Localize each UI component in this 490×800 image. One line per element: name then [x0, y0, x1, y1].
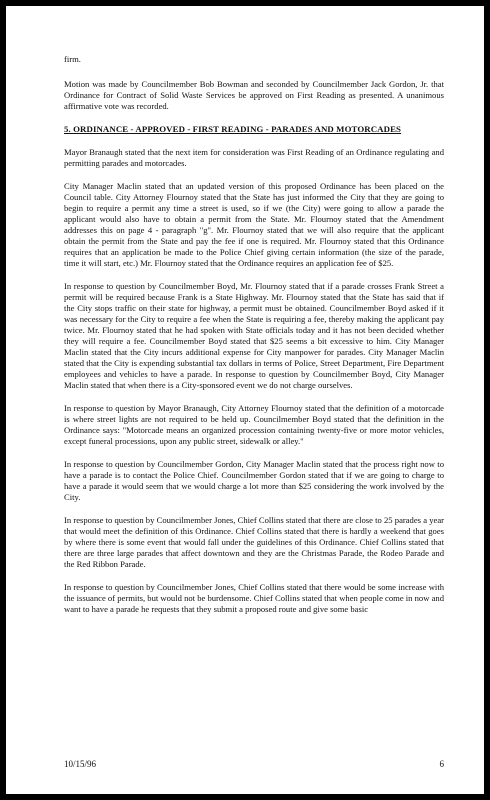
document-page: [6, 6, 484, 794]
body-paragraph-3: In response to question by Councilmember Boyd, Mr. Flournoy stated that if a parade crosses Frank Street a permit will be required because Frank is a State Highway. Mr. Flournoy stated that the State has said that if the City stops traffic on their state for highway, a permit must be obtained. Councilmember Boyd asked if it was necessary for the City to require a fee when the State is requiring a fee, thereby making the applicant pay twice. Mr. Flournoy stated that he had spoken with State officials today and it has not been decided whether they will require a fee. Councilmember Boyd stated that $25 seems a bit excessive to him. City Manager Maclin stated that the City incurs additional expense for City manpower for parades. City Manager Maclin stated that the City is expending substantial tax dollars in terms of Police, Street Department, Fire Department employees and vehicles to have a parade. In response to question by Councilmember Boyd, City Manager Maclin stated that when there is a City-sponsored event we do not charge ourselves.: [64, 281, 444, 390]
body-paragraph-1: Mayor Branaugh stated that the next item for consideration was First Reading of an Ordinance regulating and permitting parades and motorcades.: [64, 147, 444, 168]
page-number: 6: [439, 759, 444, 769]
body-paragraph-2: City Manager Maclin stated that an updated version of this proposed Ordinance has been placed on the Council table. City Attorney Flournoy stated that the State has just informed the City that they are going to begin to require a permit any time a street is used, so if we (the City) were going to allow a parade the applicant would also have to obtain a permit from the State. Mr. Flournoy stated that the Amendment addresses this on page 4 - paragraph "g". Mr. Flournoy stated that we will also require that the applicant obtain the permit from the State and pay the fee if one is required. Mr. Flournoy stated that this Ordinance requires that an application be made to the Police Chief giving certain information (the size of the parade, time it will start, etc.) Mr. Flournoy stated that the Ordinance requires an application fee of $25.: [64, 181, 444, 268]
fragment-line: firm.: [64, 54, 81, 64]
body-paragraph-4: In response to question by Mayor Branaugh, City Attorney Flournoy stated that the definition of a motorcade is where street lights are not required to be held up. Councilmember Boyd stated that the definition in the Ordinance says: "Motorcade means an organized procession containing twenty-five or more motor vehicles, except funeral processions, upon any public street, sidewalk or alley.": [64, 403, 444, 446]
section-heading: 5. ORDINANCE - APPROVED - FIRST READING - PARADES AND MOTORCADES: [64, 124, 402, 134]
body-paragraph-6: In response to question by Councilmember Jones, Chief Collins stated that there are close to 25 parades a year that would meet the definition of this Ordinance. Chief Collins stated that there is hardly a weekend that goes by where there is some event that would fall under the guidelines of this Ordinance. Chief Collins stated that there are three large parades that affect downtown and they are the Christmas Parade, the Rodeo Parade and the Red Ribbon Parade.: [64, 515, 444, 569]
motion-paragraph: Motion was made by Councilmember Bob Bowman and seconded by Councilmember Jack Gordon, Jr. that Ordinance for Contract of Solid Waste Services be approved on First Reading as presented. A unanimous affirmative vote was recorded.: [64, 79, 444, 111]
body-paragraph-5: In response to question by Councilmember Gordon, City Manager Maclin stated that the process right now to have a parade is to contact the Police Chief. Councilmember Gordon stated that if we are going to charge to have a parade it would seem that we would charge a lot more than $25 considering the work involved by the City.: [64, 459, 444, 502]
body-paragraph-7: In response to question by Councilmember Jones, Chief Collins stated that there would be some increase with the issuance of permits, but would not be burdensome. Chief Collins stated that when people come in now and want to have a parade he requests that they submit a proposed route and give some basic: [64, 582, 444, 614]
page-body: [64, 54, 444, 627]
footer-date: 10/15/96: [64, 759, 97, 769]
